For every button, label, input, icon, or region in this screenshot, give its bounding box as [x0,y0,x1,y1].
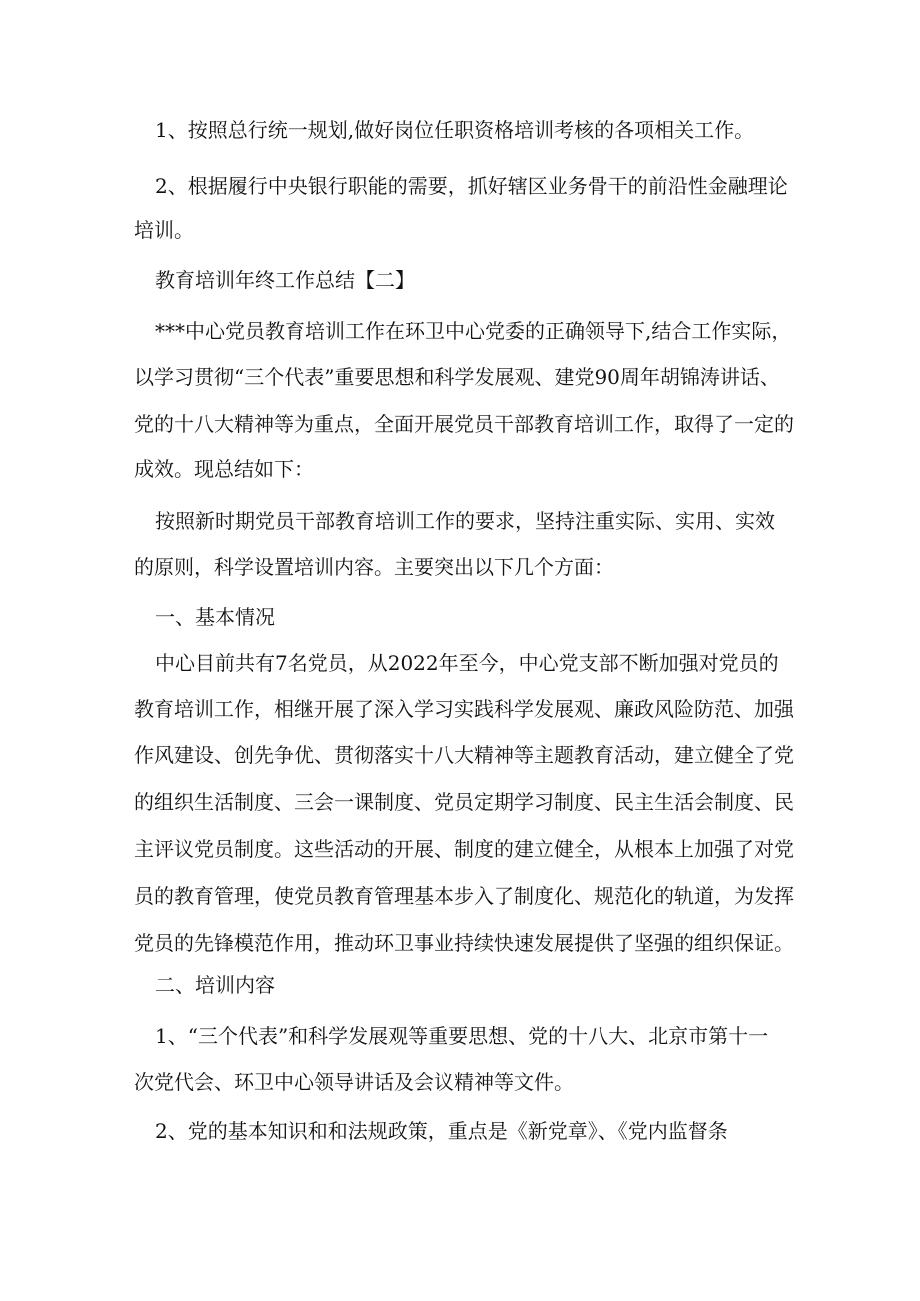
paragraph-line: 的组织生活制度、三会一课制度、党员定期学习制度、民主生活会制度、民 [134,790,794,814]
paragraph-line: 作风建设、创先争优、贯彻落实十八大精神等主题教育活动，建立健全了党 [134,743,794,767]
paragraph-line: 中心目前共有7名党员，从2022年至今，中心党支部不断加强对党员的 [155,651,779,675]
paragraph-line: 党的十八大精神等为重点，全面开展党员干部教育培训工作，取得了一定的 [134,412,794,436]
paragraph-line: 1、按照总行统一规划,做好岗位任职资格培训考核的各项相关工作。 [155,118,755,142]
paragraph-line: 2、根据履行中央银行职能的需要，抓好辖区业务骨干的前沿性金融理论 [155,174,788,198]
paragraph-line: 以学习贯彻“三个代表”重要思想和科学发展观、建党90周年胡锦涛讲话、 [134,365,780,389]
paragraph-line: 1、“三个代表”和科学发展观等重要思想、党的十八大、北京市第十一 [155,1024,769,1048]
section-heading: 二、培训内容 [155,973,275,997]
paragraph-line: 的原则，科学设置培训内容。主要突出以下几个方面： [134,555,614,579]
paragraph-line: 主评议党员制度。这些活动的开展、制度的建立健全，从根本上加强了对党 [134,837,794,861]
paragraph-line: 培训。 [134,218,194,242]
section-title: 教育培训年终工作总结【二】 [155,268,415,292]
paragraph-line: 按照新时期党员干部教育培训工作的要求，坚持注重实际、实用、实效 [155,509,775,533]
paragraph-line: 成效。现总结如下： [134,457,314,481]
paragraph-line: 2、党的基本知识和和法规政策，重点是《新党章》、《党内监督条 [155,1119,728,1143]
paragraph-line: 教育培训工作，相继开展了深入学习实践科学发展观、廉政风险防范、加强 [134,697,794,721]
paragraph-line: 员的教育管理，使党员教育管理基本步入了制度化、规范化的轨道，为发挥 [134,884,794,908]
paragraph-line: ***中心党员教育培训工作在环卫中心党委的正确领导下,结合工作实际， [155,319,792,343]
section-heading: 一、基本情况 [155,605,275,629]
paragraph-line: 党员的先锋模范作用，推动环卫事业持续快速发展提供了坚强的组织保证。 [134,931,794,955]
paragraph-line: 次党代会、环卫中心领导讲话及会议精神等文件。 [134,1070,574,1094]
